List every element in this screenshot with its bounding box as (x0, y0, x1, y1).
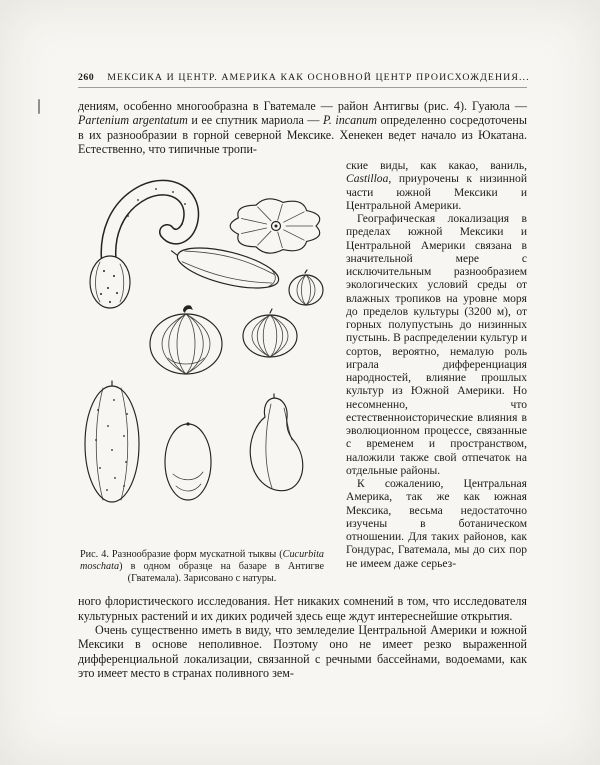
running-title: МЕКСИКА И ЦЕНТР. АМЕРИКА КАК ОСНОВНОЙ ЦЕНТР ПРОИСХОЖДЕНИЯ... (107, 72, 530, 83)
ribbed-pumpkin-drawing (150, 305, 222, 374)
squash-illustration (78, 172, 334, 538)
crookneck-gourd-drawing (90, 188, 191, 308)
pear-gourd-drawing (250, 394, 303, 491)
small-ribbed-squash-drawing (289, 270, 323, 305)
squash-drawing (78, 172, 334, 538)
scan-artifact (38, 99, 40, 114)
figure-4 (78, 172, 334, 585)
body-paragraph: Очень существенно иметь в виду, что земледелие Центральной Америки и южной Мексики в основе неполивное. Поэтому оно не имеет резко выраженной дифференциальной локализации, связанной с речными бассейнами, водоемами, как это имеет место в странах поливного зем- (78, 623, 527, 680)
body-paragraph: Географическая локализация в пределах южной Мексики и Центральной Америки связана в значительной мере с исключительным разнообразием экологических условий среды от влажных тропиков на уровне моря до пределов культуры (3200 м), от горных полупустынь до низинных пустынь. В распределении культур и сортов, вероятно, немалую роль играла дифференциация народностей, влияние прошлых культур из Южной Америки. Но несомненно, что естественноисторические влияния в эволюционном процессе, связанные с временем и пространством, наложили также свой отпечаток на отдельные районы. (346, 213, 527, 477)
ribbed-squash-drawing (243, 309, 297, 357)
body-paragraph: ного флористического исследования. Нет никаких сомнений в том, что исследователя культурных растений и их диких родичей здесь еще ждут интереснейшие открытия. (78, 594, 527, 623)
body-paragraph: дениям, особенно многообразна в Гватемале — район Антигвы (рис. 4). Гуаюла — Partenium argentatum и ее спутник мариола — P. incanum определенно сосредоточены в их разнообразии в горной северной Мексике. Хенекен ведет начало из Юкатана. Естественно, что типичные тропи- (78, 99, 527, 156)
figure-caption: Рис. 4. Разнообразие форм мускатной тыквы (Cucurbita moschata) в одном образце на базаре в Антигве (Гватемала). Зарисовано с натуры. (80, 549, 324, 585)
body-paragraph: К сожалению, Центральная Америка, так же как южная Мексика, весьма недостаточно изучены в ботаническом отношении. Для таких районов, как Гондурас, Гватемала, мы до сих пор не имеем даже серьез- (346, 478, 527, 570)
pattypan-squash-drawing (230, 199, 320, 253)
running-head (78, 72, 530, 88)
two-column-area (78, 160, 527, 585)
intro-text-block (78, 99, 527, 156)
page-number: 260 (78, 72, 95, 83)
speckled-oval-squash-drawing (85, 381, 139, 502)
body-paragraph: ские виды, как какао, ваниль, Castilloa, приурочены к низинной части южной Мексики и Центральной Америки. (346, 160, 527, 212)
right-text-column (346, 160, 527, 585)
bottom-text-block (78, 594, 527, 680)
figure-column (78, 160, 334, 585)
egg-squash-drawing (165, 423, 211, 501)
